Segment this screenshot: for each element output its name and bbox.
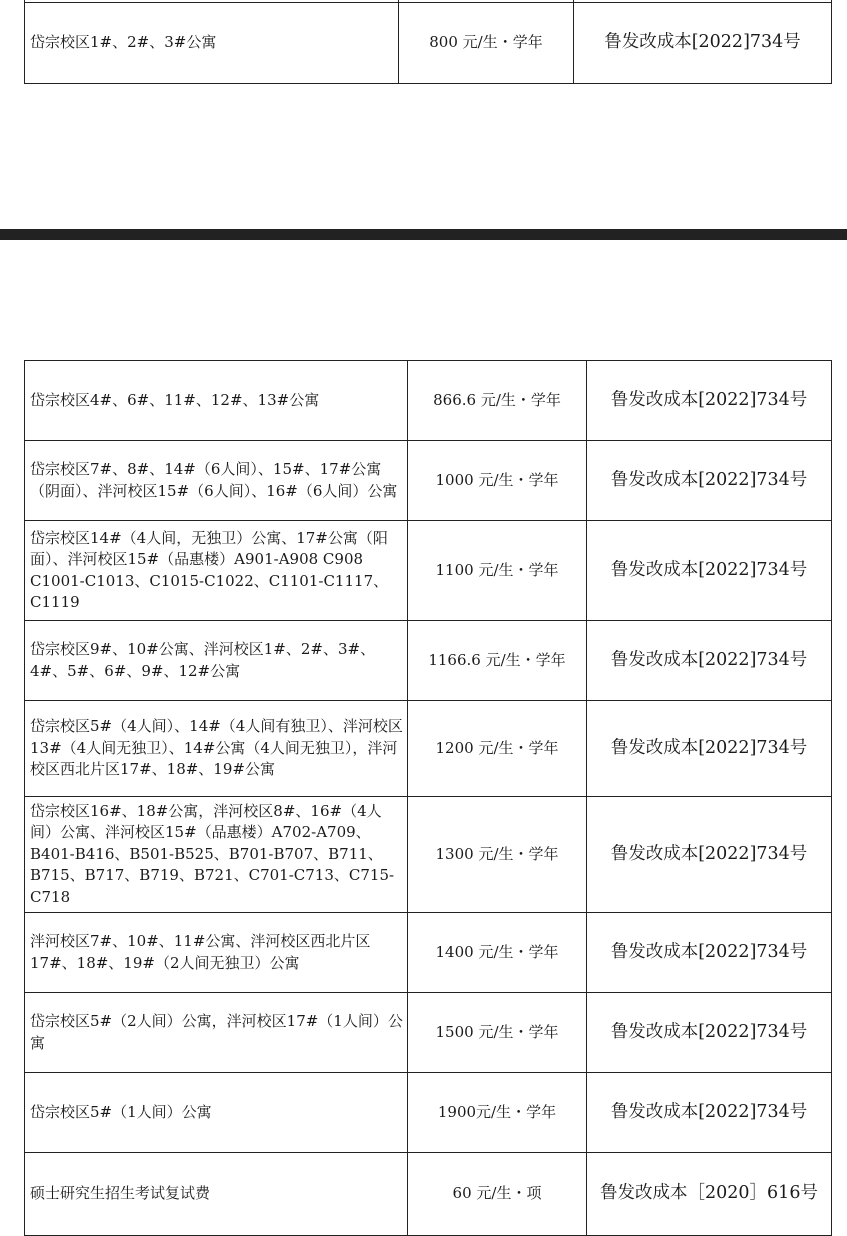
- document-number-cell: 鲁发改成本[2022]734号: [587, 441, 832, 521]
- price-cell: 800 元/生・学年: [399, 3, 574, 84]
- apartment-cell: 硕士研究生招生考试复试费: [25, 1153, 408, 1236]
- document-number-cell: 鲁发改成本[2022]734号: [574, 3, 832, 84]
- table-row: [25, 3, 832, 84]
- table-row: [25, 521, 832, 621]
- table-row: [25, 797, 832, 913]
- document-number-cell: 鲁发改成本[2022]734号: [587, 701, 832, 797]
- document-number-cell: 鲁发改成本[2022]734号: [587, 1073, 832, 1153]
- table-row: [25, 701, 832, 797]
- price-cell: 1300 元/生・学年: [408, 797, 587, 913]
- document-number-cell: 鲁发改成本[2022]734号: [587, 361, 832, 441]
- price-cell: 1100 元/生・学年: [408, 521, 587, 621]
- apartment-cell: 岱宗校区14#（4人间，无独卫）公寓、17#公寓（阳面）、泮河校区15#（品惠楼）A901-A908 C908 C1001-C1013、C1015-C1022、C1101-C1117、C1119: [25, 521, 408, 621]
- apartment-cell: 岱宗校区7#、8#、14#（6人间）、15#、17#公寓（阴面）、泮河校区15#（6人间）、16#（6人间）公寓: [25, 441, 408, 521]
- price-cell: 1500 元/生・学年: [408, 993, 587, 1073]
- price-cell: 1400 元/生・学年: [408, 913, 587, 993]
- apartment-cell: 岱宗校区1#、2#、3#公寓: [25, 3, 399, 84]
- apartment-cell: 岱宗校区5#（4人间）、14#（4人间有独卫）、泮河校区13#（4人间无独卫）、14#公寓（4人间无独卫），泮河校区西北片区17#、18#、19#公寓: [25, 701, 408, 797]
- apartment-cell: 岱宗校区5#（1人间）公寓: [25, 1073, 408, 1153]
- apartment-cell: 岱宗校区9#、10#公寓、泮河校区1#、2#、3#、4#、5#、6#、9#、12#公寓: [25, 621, 408, 701]
- price-cell: 1200 元/生・学年: [408, 701, 587, 797]
- table-row: [25, 441, 832, 521]
- price-cell: 1900元/生・学年: [408, 1073, 587, 1153]
- document-number-cell: 鲁发改成本[2022]734号: [587, 993, 832, 1073]
- fee-table-bottom: [24, 360, 832, 1236]
- apartment-cell: 岱宗校区4#、6#、11#、12#、13#公寓: [25, 361, 408, 441]
- price-cell: 1000 元/生・学年: [408, 441, 587, 521]
- document-number-cell: 鲁发改成本[2022]734号: [587, 521, 832, 621]
- apartment-cell: 岱宗校区5#（2人间）公寓，泮河校区17#（1人间）公寓: [25, 993, 408, 1073]
- table-row: [25, 993, 832, 1073]
- table-row: [25, 621, 832, 701]
- table-row: [25, 1073, 832, 1153]
- price-cell: 60 元/生・项: [408, 1153, 587, 1236]
- table-row: [25, 361, 832, 441]
- document-number-cell: 鲁发改成本[2022]734号: [587, 913, 832, 993]
- price-cell: 866.6 元/生・学年: [408, 361, 587, 441]
- document-number-cell: 鲁发改成本[2022]734号: [587, 621, 832, 701]
- fee-table-top: [24, 0, 832, 84]
- document-number-cell: 鲁发改成本[2022]734号: [587, 797, 832, 913]
- price-cell: 1166.6 元/生・学年: [408, 621, 587, 701]
- table-row: [25, 1153, 832, 1236]
- apartment-cell: 泮河校区7#、10#、11#公寓、泮河校区西北片区17#、18#、19#（2人间无独卫）公寓: [25, 913, 408, 993]
- document-number-cell: 鲁发改成本［2020］616号: [587, 1153, 832, 1236]
- section-divider: [0, 229, 847, 240]
- apartment-cell: 岱宗校区16#、18#公寓，泮河校区8#、16#（4人间）公寓、泮河校区15#（品惠楼）A702-A709、B401-B416、B501-B525、B701-B707、B711、B715、B717、B719、B721、C701-C713、C715-C718: [25, 797, 408, 913]
- table-row: [25, 913, 832, 993]
